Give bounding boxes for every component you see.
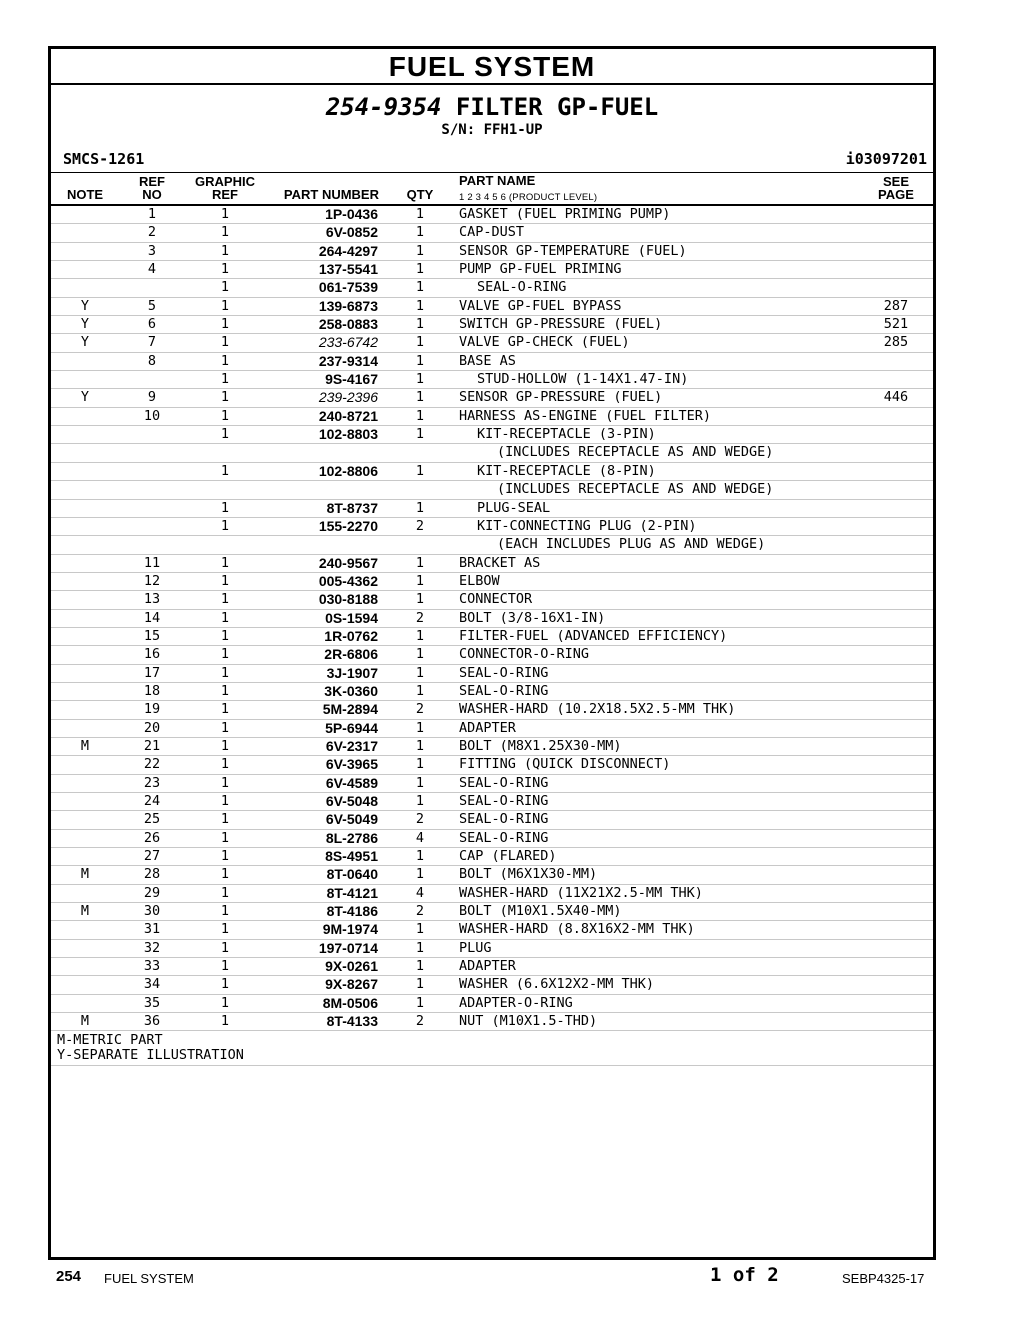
cell-graphic-ref: 1: [220, 572, 230, 589]
cell-part-name: BASE AS: [459, 352, 516, 369]
cell-graphic-ref: 1: [220, 242, 230, 259]
table-row: [51, 775, 933, 793]
cell-graphic-ref: 1: [220, 884, 230, 901]
table-row: [51, 830, 933, 848]
cell-see-page: 285: [883, 334, 909, 351]
cell-part-name: FITTING (QUICK DISCONNECT): [459, 756, 671, 773]
cell-qty: 1: [415, 297, 425, 314]
cell-qty: 1: [415, 206, 425, 222]
cell-part-name: SENSOR GP-TEMPERATURE (FUEL): [459, 242, 687, 259]
table-row: [51, 536, 933, 554]
table-row: [51, 408, 933, 426]
parts-table: [51, 206, 933, 1066]
cell-graphic-ref: 1: [220, 939, 230, 956]
cell-part-number: 1P-0436: [325, 206, 378, 222]
table-row: [51, 940, 933, 958]
cell-qty: 1: [415, 848, 425, 865]
cell-ref-no: 20: [143, 719, 161, 736]
table-row: [51, 811, 933, 829]
cell-part-name: HARNESS AS-ENGINE (FUEL FILTER): [459, 407, 711, 424]
table-row: [51, 848, 933, 866]
table-row: [51, 995, 933, 1013]
table-row: [51, 885, 933, 903]
cell-ref-no: 14: [143, 609, 161, 626]
cell-part-name: ADAPTER: [459, 719, 516, 736]
cell-part-number: 8S-4951: [325, 848, 378, 865]
cell-qty: 1: [415, 774, 425, 791]
table-row: [51, 261, 933, 279]
col-ref-no-line1: REF: [139, 174, 165, 189]
cell-part-number: 240-8721: [318, 407, 378, 424]
table-row: [51, 353, 933, 371]
cell-part-number: 8L-2786: [325, 829, 378, 846]
cell-ref-no: 32: [143, 939, 161, 956]
cell-graphic-ref: 1: [220, 609, 230, 626]
table-row: [51, 610, 933, 628]
cell-part-number: 6V-0852: [325, 224, 378, 241]
cell-note: Y: [80, 297, 90, 314]
table-row: [51, 206, 933, 224]
cell-ref-no: 36: [143, 1013, 161, 1030]
group-name: FILTER GP-FUEL: [455, 93, 659, 121]
table-row: [51, 426, 933, 444]
cell-ref-no: 7: [147, 334, 157, 351]
cell-qty: 1: [415, 371, 425, 388]
cell-graphic-ref: 1: [220, 371, 230, 388]
cell-ref-no: 25: [143, 811, 161, 828]
cell-part-name: (INCLUDES RECEPTACLE AS AND WEDGE): [497, 444, 774, 461]
footer-page-number: 254: [56, 1268, 82, 1285]
cell-part-name: VALVE GP-CHECK (FUEL): [459, 334, 630, 351]
table-row: [51, 316, 933, 334]
cell-part-number: 8T-8737: [326, 499, 378, 516]
cell-qty: 1: [415, 407, 425, 424]
footer-doc-number: SEBP4325-17: [842, 1271, 925, 1286]
cell-part-name: PLUG-SEAL: [477, 499, 551, 516]
cell-part-number: 8M-0506: [322, 994, 378, 1011]
cell-note: Y: [80, 316, 90, 333]
cell-qty: 2: [415, 903, 425, 920]
table-row: [51, 793, 933, 811]
cell-part-name: FILTER-FUEL (ADVANCED EFFICIENCY): [459, 627, 728, 644]
cell-part-number: 239-2396: [318, 389, 378, 406]
cell-ref-no: 8: [147, 352, 157, 369]
cell-qty: 2: [415, 811, 425, 828]
cell-part-name: STUD-HOLLOW (1-14X1.47-IN): [477, 371, 689, 388]
table-row: [51, 976, 933, 994]
cell-ref-no: 9: [147, 389, 157, 406]
cell-part-name: CONNECTOR-O-RING: [459, 646, 590, 663]
cell-note: M: [80, 1013, 90, 1030]
col-see-page: [871, 175, 921, 201]
cell-qty: 1: [415, 334, 425, 351]
table-row: [51, 958, 933, 976]
cell-qty: 1: [415, 994, 425, 1011]
cell-qty: 1: [415, 389, 425, 406]
cell-graphic-ref: 1: [220, 664, 230, 681]
cell-part-number: 8T-4133: [326, 1013, 378, 1030]
product-levels: 1 2 3 4 5 6 (PRODUCT LEVEL): [459, 192, 598, 203]
cell-note: M: [80, 903, 90, 920]
table-row: [51, 628, 933, 646]
footer-page-of: 1 of 2: [710, 1264, 779, 1286]
cell-ref-no: 22: [143, 756, 161, 773]
table-row: [51, 738, 933, 756]
cell-part-number: 9S-4167: [325, 371, 378, 388]
group-title: [51, 93, 933, 121]
cell-part-name: GASKET (FUEL PRIMING PUMP): [459, 206, 671, 222]
table-row: [51, 518, 933, 536]
cell-ref-no: 23: [143, 774, 161, 791]
cell-part-name: SEAL-O-RING: [459, 811, 549, 828]
cell-graphic-ref: 1: [220, 682, 230, 699]
cell-qty: 1: [415, 682, 425, 699]
note-metric: M-METRIC PART: [57, 1032, 163, 1049]
cell-graphic-ref: 1: [220, 701, 230, 718]
cell-qty: 1: [415, 958, 425, 975]
cell-qty: 2: [415, 1013, 425, 1030]
table-row: [51, 756, 933, 774]
cell-ref-no: 21: [143, 737, 161, 754]
cell-graphic-ref: 1: [220, 719, 230, 736]
cell-part-name: SWITCH GP-PRESSURE (FUEL): [459, 316, 663, 333]
col-graphic-ref-line1: GRAPHIC: [195, 174, 255, 189]
table-row: [51, 921, 933, 939]
cell-qty: 1: [415, 793, 425, 809]
col-graphic-ref-line2: REF: [212, 187, 238, 202]
col-see-page-line1: SEE: [882, 174, 909, 189]
cell-part-name: CAP (FLARED): [459, 848, 557, 865]
cell-part-number: 139-6873: [318, 297, 378, 314]
cell-part-name: SENSOR GP-PRESSURE (FUEL): [459, 389, 663, 406]
cell-qty: 4: [415, 884, 425, 901]
cell-qty: 1: [415, 554, 425, 571]
cell-graphic-ref: 1: [220, 316, 230, 333]
cell-ref-no: 29: [143, 884, 161, 901]
cell-qty: 2: [415, 517, 425, 534]
cell-ref-no: 26: [143, 829, 161, 846]
cell-ref-no: 28: [143, 866, 161, 883]
cell-ref-no: 18: [143, 682, 161, 699]
cell-qty: 1: [415, 572, 425, 589]
cell-part-number: 155-2270: [318, 517, 378, 534]
cell-ref-no: 4: [147, 261, 157, 278]
cell-part-name: KIT-RECEPTACLE (8-PIN): [477, 462, 656, 479]
cell-graphic-ref: 1: [220, 591, 230, 608]
col-note: NOTE: [66, 187, 104, 202]
cell-graphic-ref: 1: [220, 279, 230, 296]
cell-qty: 1: [415, 426, 425, 443]
cell-part-number: 0S-1594: [325, 609, 378, 626]
col-see-page-line2: PAGE: [878, 187, 914, 202]
col-ref-no-line2: NO: [142, 187, 162, 202]
smcs-code: SMCS-1261: [63, 150, 145, 168]
group-part-number: 254-9354: [325, 93, 442, 121]
cell-graphic-ref: 1: [220, 903, 230, 920]
cell-part-name: ADAPTER: [459, 958, 516, 975]
table-row: [51, 334, 933, 352]
cell-part-number: 2R-6806: [324, 646, 378, 663]
cell-ref-no: 1: [147, 206, 157, 222]
col-graphic-ref: [189, 175, 261, 201]
cell-note: M: [80, 866, 90, 883]
cell-qty: 1: [415, 756, 425, 773]
cell-part-number: 102-8803: [318, 426, 378, 443]
table-row: [51, 243, 933, 261]
cell-ref-no: 31: [143, 921, 161, 938]
cell-part-name: BOLT (M10X1.5X40-MM): [459, 903, 622, 920]
cell-part-number: 9X-8267: [325, 976, 378, 993]
cell-ref-no: 27: [143, 848, 161, 865]
table-row: [51, 500, 933, 518]
cell-part-number: 3J-1907: [326, 664, 378, 681]
cell-see-page: 521: [883, 316, 909, 333]
cell-qty: 1: [415, 664, 425, 681]
cell-part-name: SEAL-O-RING: [459, 682, 549, 699]
cell-graphic-ref: 1: [220, 976, 230, 993]
cell-part-number: 102-8806: [318, 462, 378, 479]
cell-graphic-ref: 1: [220, 206, 230, 222]
cell-part-number: 6V-3965: [325, 756, 378, 773]
table-row: [51, 444, 933, 462]
cell-part-name: SEAL-O-RING: [459, 829, 549, 846]
table-row: [51, 224, 933, 242]
table-row: [51, 298, 933, 316]
page-footer: [0, 1263, 1020, 1293]
cell-part-number: 1R-0762: [324, 627, 378, 644]
cell-graphic-ref: 1: [220, 994, 230, 1011]
cell-qty: 1: [415, 737, 425, 754]
cell-part-number: 061-7539: [318, 279, 378, 296]
cell-ref-no: 24: [143, 793, 161, 809]
note-separate-illustration: Y-SEPARATE ILLUSTRATION: [57, 1047, 244, 1064]
cell-ref-no: 5: [147, 297, 157, 314]
cell-part-number: 8T-0640: [326, 866, 378, 883]
cell-part-number: 6V-4589: [325, 774, 378, 791]
col-part-number: PART NUMBER: [283, 187, 379, 202]
cell-ref-no: 12: [143, 572, 161, 589]
cell-graphic-ref: 1: [220, 646, 230, 663]
cell-ref-no: 15: [143, 627, 161, 644]
cell-graphic-ref: 1: [220, 811, 230, 828]
cell-part-name: (EACH INCLUDES PLUG AS AND WEDGE): [497, 536, 766, 553]
cell-graphic-ref: 1: [220, 921, 230, 938]
table-row: [51, 481, 933, 499]
cell-part-name: CONNECTOR: [459, 591, 533, 608]
table-row: [51, 371, 933, 389]
cell-graphic-ref: 1: [220, 517, 230, 534]
cell-ref-no: 2: [147, 224, 157, 241]
cell-qty: 1: [415, 939, 425, 956]
cell-part-name: SEAL-O-RING: [459, 774, 549, 791]
cell-part-number: 240-9567: [318, 554, 378, 571]
cell-graphic-ref: 1: [220, 462, 230, 479]
table-row: [51, 683, 933, 701]
col-qty: QTY: [406, 187, 434, 202]
cell-part-name: BRACKET AS: [459, 554, 541, 571]
cell-part-number: 5M-2894: [322, 701, 378, 718]
cell-qty: 1: [415, 462, 425, 479]
table-row: [51, 720, 933, 738]
cell-part-name: (INCLUDES RECEPTACLE AS AND WEDGE): [497, 481, 774, 498]
cell-qty: 1: [415, 279, 425, 296]
cell-qty: 2: [415, 701, 425, 718]
cell-part-name: VALVE GP-FUEL BYPASS: [459, 297, 622, 314]
cell-part-number: 264-4297: [318, 242, 378, 259]
cell-qty: 1: [415, 352, 425, 369]
cell-qty: 1: [415, 242, 425, 259]
cell-graphic-ref: 1: [220, 389, 230, 406]
cell-graphic-ref: 1: [220, 627, 230, 644]
cell-qty: 1: [415, 866, 425, 883]
cell-graphic-ref: 1: [220, 829, 230, 846]
cell-qty: 1: [415, 646, 425, 663]
cell-qty: 1: [415, 976, 425, 993]
cell-part-name: ADAPTER-O-RING: [459, 994, 573, 1011]
cell-qty: 1: [415, 627, 425, 644]
cell-part-number: 3K-0360: [324, 682, 378, 699]
cell-part-number: 6V-5049: [325, 811, 378, 828]
table-row: [51, 389, 933, 407]
footer-section: FUEL SYSTEM: [104, 1271, 194, 1286]
col-ref-no: [131, 175, 173, 201]
cell-graphic-ref: 1: [220, 297, 230, 314]
cell-ref-no: 17: [143, 664, 161, 681]
cell-graphic-ref: 1: [220, 334, 230, 351]
cell-ref-no: 13: [143, 591, 161, 608]
table-row: [51, 646, 933, 664]
cell-part-name: ELBOW: [459, 572, 500, 589]
cell-part-number: 237-9314: [318, 352, 378, 369]
cell-part-number: 258-0883: [318, 316, 378, 333]
table-row: [51, 665, 933, 683]
cell-graphic-ref: 1: [220, 848, 230, 865]
cell-graphic-ref: 1: [220, 499, 230, 516]
cell-part-name: WASHER-HARD (10.2X18.5X2.5-MM THK): [459, 701, 736, 718]
table-row: [51, 1013, 933, 1031]
cell-ref-no: 11: [143, 554, 161, 571]
cell-graphic-ref: 1: [220, 793, 230, 809]
illustration-id: i03097201: [845, 150, 927, 168]
cell-part-number: 197-0714: [318, 939, 378, 956]
cell-part-name: KIT-CONNECTING PLUG (2-PIN): [477, 517, 697, 534]
cell-part-name: WASHER-HARD (11X21X2.5-MM THK): [459, 884, 703, 901]
cell-part-number: 8T-4121: [326, 884, 378, 901]
cell-graphic-ref: 1: [220, 407, 230, 424]
cell-graphic-ref: 1: [220, 774, 230, 791]
cell-qty: 4: [415, 829, 425, 846]
cell-part-name: SEAL-O-RING: [459, 793, 549, 809]
table-row: [51, 573, 933, 591]
cell-part-number: 137-5541: [318, 261, 378, 278]
cell-qty: 1: [415, 921, 425, 938]
cell-qty: 1: [415, 591, 425, 608]
system-title: FUEL SYSTEM: [51, 49, 933, 85]
cell-part-name: WASHER (6.6X12X2-MM THK): [459, 976, 655, 993]
cell-graphic-ref: 1: [220, 224, 230, 241]
cell-part-number: 8T-4186: [326, 903, 378, 920]
cell-part-name: NUT (M10X1.5-THD): [459, 1013, 598, 1030]
table-row: [51, 866, 933, 884]
cell-part-name: BOLT (3/8-16X1-IN): [459, 609, 606, 626]
cell-note: M: [80, 737, 90, 754]
cell-qty: 1: [415, 719, 425, 736]
cell-qty: 1: [415, 316, 425, 333]
table-row: [51, 701, 933, 719]
col-part-name: PART NAME: [459, 173, 536, 188]
cell-part-name: SEAL-O-RING: [477, 279, 567, 296]
table-row: [51, 555, 933, 573]
cell-ref-no: 10: [143, 407, 161, 424]
table-row: [51, 279, 933, 297]
cell-ref-no: 33: [143, 958, 161, 975]
cell-ref-no: 34: [143, 976, 161, 993]
serial-number: S/N: FFH1-UP: [441, 122, 543, 138]
cell-graphic-ref: 1: [220, 737, 230, 754]
cell-part-number: 6V-2317: [325, 737, 378, 754]
cell-qty: 1: [415, 224, 425, 241]
cell-part-number: 6V-5048: [325, 793, 378, 809]
cell-graphic-ref: 1: [220, 866, 230, 883]
table-row: [51, 463, 933, 481]
cell-graphic-ref: 1: [220, 1013, 230, 1030]
cell-ref-no: 19: [143, 701, 161, 718]
cell-part-number: 233-6742: [318, 334, 378, 351]
cell-graphic-ref: 1: [220, 958, 230, 975]
cell-part-name: BOLT (M6X1X30-MM): [459, 866, 598, 883]
cell-part-number: 005-4362: [318, 572, 378, 589]
cell-part-name: BOLT (M8X1.25X30-MM): [459, 737, 622, 754]
cell-ref-no: 16: [143, 646, 161, 663]
cell-qty: 2: [415, 609, 425, 626]
cell-part-number: 9M-1974: [322, 921, 378, 938]
page-frame: [48, 46, 936, 1260]
cell-note: Y: [80, 334, 90, 351]
cell-part-name: PUMP GP-FUEL PRIMING: [459, 261, 622, 278]
cell-ref-no: 35: [143, 994, 161, 1011]
cell-graphic-ref: 1: [220, 756, 230, 773]
cell-part-name: KIT-RECEPTACLE (3-PIN): [477, 426, 656, 443]
cell-part-number: 030-8188: [318, 591, 378, 608]
cell-graphic-ref: 1: [220, 554, 230, 571]
cell-graphic-ref: 1: [220, 352, 230, 369]
cell-see-page: 287: [883, 297, 909, 314]
cell-part-name: SEAL-O-RING: [459, 664, 549, 681]
cell-qty: 1: [415, 261, 425, 278]
cell-ref-no: 30: [143, 903, 161, 920]
table-row: [51, 903, 933, 921]
cell-graphic-ref: 1: [220, 426, 230, 443]
cell-part-number: 9X-0261: [325, 958, 378, 975]
cell-graphic-ref: 1: [220, 261, 230, 278]
cell-qty: 1: [415, 499, 425, 516]
cell-ref-no: 3: [147, 242, 157, 259]
cell-part-name: CAP-DUST: [459, 224, 525, 241]
cell-see-page: 446: [883, 389, 909, 406]
cell-note: Y: [80, 389, 90, 406]
cell-part-number: 5P-6944: [325, 719, 378, 736]
cell-part-name: PLUG: [459, 939, 492, 956]
cell-part-name: WASHER-HARD (8.8X16X2-MM THK): [459, 921, 695, 938]
table-row: [51, 591, 933, 609]
cell-ref-no: 6: [147, 316, 157, 333]
notes-block: [51, 1031, 933, 1066]
